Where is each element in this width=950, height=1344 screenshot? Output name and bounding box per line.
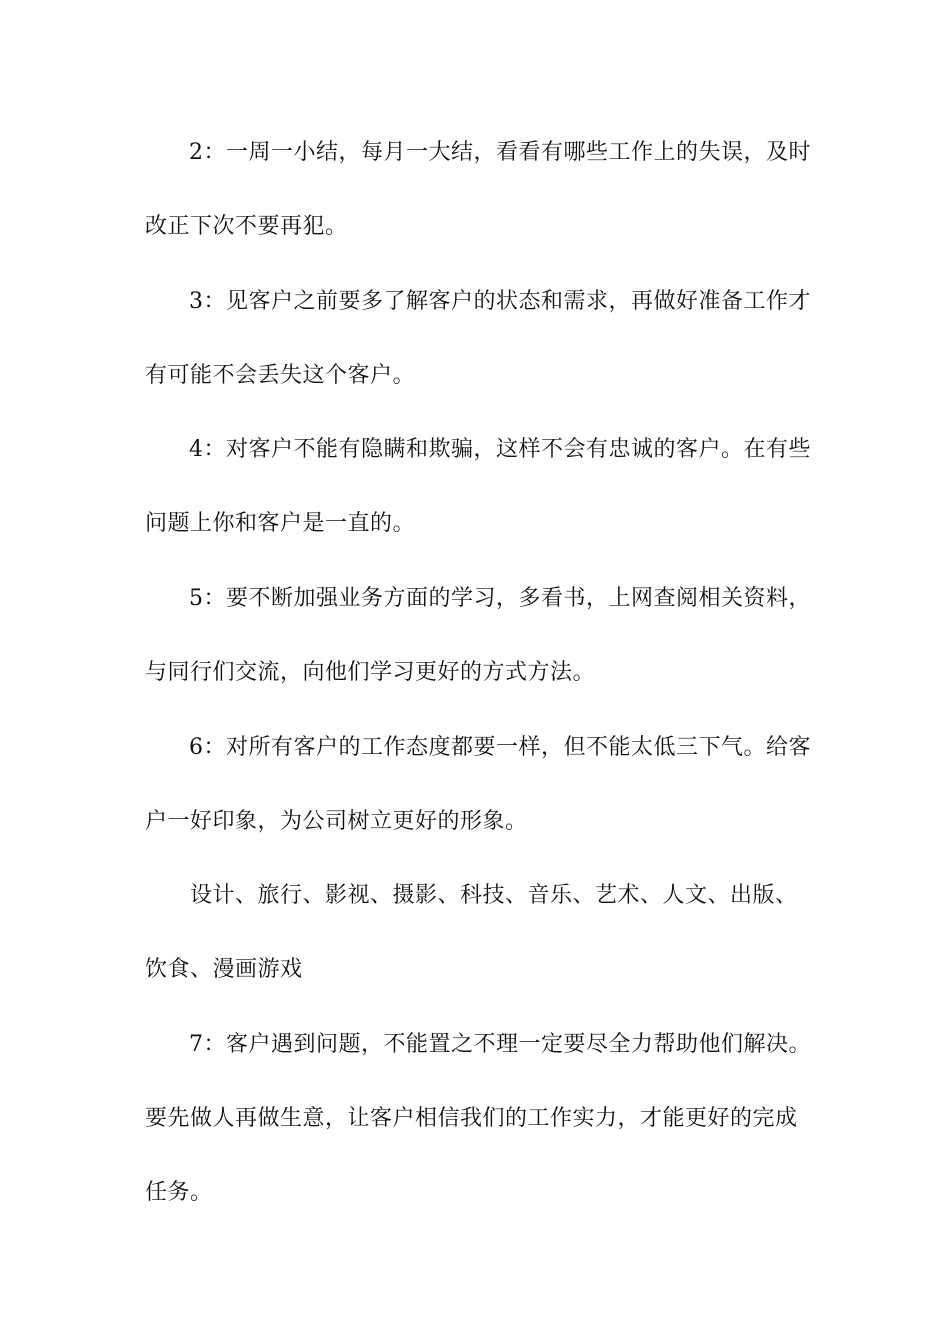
paragraph-line: 3：见客户之前要多了解客户的状态和需求，再做好准备工作才 <box>189 289 811 314</box>
paragraph-line: 改正下次不要再犯。 <box>145 214 348 239</box>
paragraph-line: 5：要不断加强业务方面的学习，多看书，上网查阅相关资料， <box>189 586 811 611</box>
paragraph-line: 2：一周一小结，每月一大结，看看有哪些工作上的失误，及时 <box>189 140 811 165</box>
paragraph-line: 6：对所有客户的工作态度都要一样，但不能太低三下气。给客 <box>189 735 811 760</box>
paragraph-line: 4：对客户不能有隐瞒和欺骗，这样不会有忠诚的客户。在有些 <box>189 437 811 462</box>
paragraph-line: 与同行们交流，向他们学习更好的方式方法。 <box>145 660 596 685</box>
paragraph-line: 户一好印象，为公司树立更好的形象。 <box>145 809 528 834</box>
paragraph-line: 7：客户遇到问题，不能置之不理一定要尽全力帮助他们解决。 <box>189 1032 811 1057</box>
paragraph-line: 问题上你和客户是一直的。 <box>145 511 416 536</box>
paragraph-line: 饮食、漫画游戏 <box>145 957 303 982</box>
paragraph-line: 任务。 <box>145 1180 213 1205</box>
paragraph-line: 有可能不会丢失这个客户。 <box>145 363 416 388</box>
paragraph-line: 设计、旅行、影视、摄影、科技、音乐、艺术、人文、出版、 <box>190 883 798 908</box>
paragraph-line: 要先做人再做生意，让客户相信我们的工作实力，才能更好的完成 <box>145 1106 798 1131</box>
